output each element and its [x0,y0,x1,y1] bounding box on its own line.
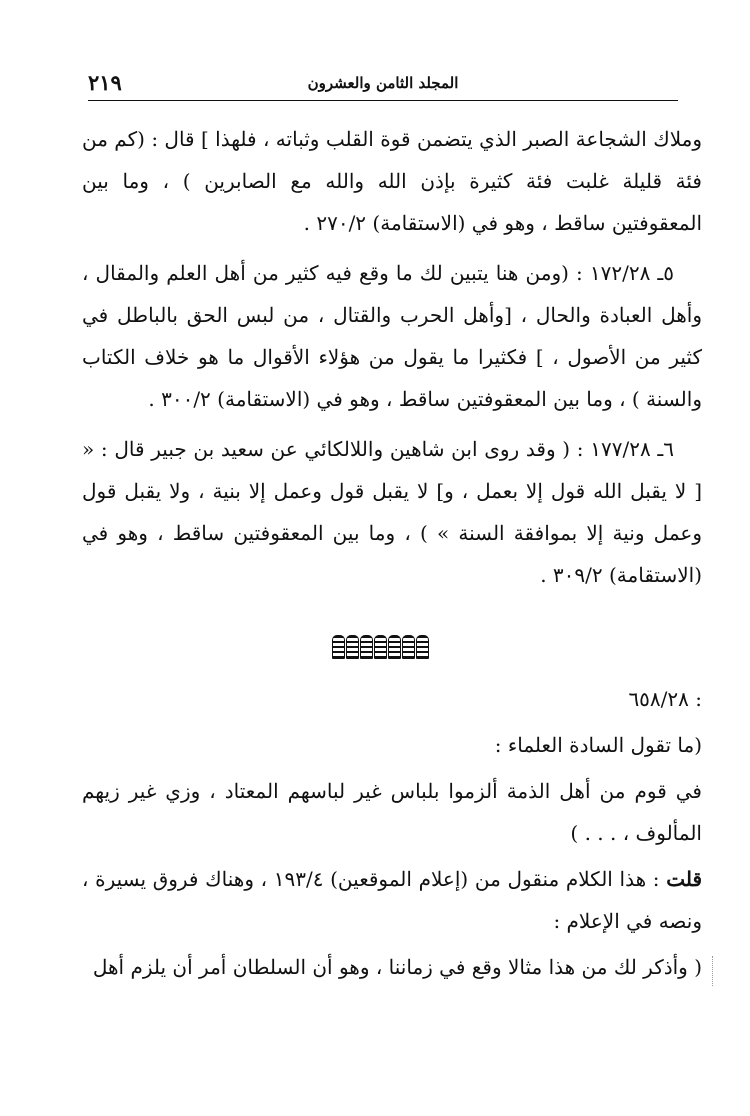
ornament-piece [332,635,345,659]
note-paragraph [82,858,702,942]
ornament-piece [360,635,373,659]
question-section [82,678,702,992]
ornament-piece [374,635,387,659]
paragraph-2: ٥ـ ١٧٢/٢٨ : (ومن هنا يتبين لك ما وقع فيه كثير من أهل العلم والمقال ، وأهل العبادة والحال ، [وأهل الحرب والقتال ، من لبس الحق بالباطل في كثير من الأصول ، ] فكثيرا ما يقول من هؤلاء الأقوال ما هو خلاف الكتاب والسنة ) ، وما بين المعقوفتين ساقط ، وهو في (الاستقامة) ٣٠٠/٢ . [82,261,702,411]
section-reference: : ٦٥٨/٢٨ [628,687,702,711]
corrections-text [82,118,702,604]
volume-title: المجلد الثامن والعشرون [307,74,459,92]
note-label: قلت [666,867,703,891]
ornament-piece [388,635,401,659]
question-text: في قوم من أهل الذمة ألزموا بلباس غير لباسهم المعتاد ، وزي غير زيهم المألوف ، . . . ) [82,779,702,845]
running-header [88,70,678,101]
ornament-piece [402,635,415,659]
page-number: ٢١٩ [88,70,122,95]
margin-dot-mark [712,956,715,986]
ornament-piece [416,635,429,659]
quote-text: ( وأذكر لك من هذا مثالا وقع في زماننا ، وهو أن السلطان أمر أن يلزم أهل [92,955,702,979]
paragraph-1: وملاك الشجاعة الصبر الذي يتضمن قوة القلب وثباته ، فلهذا ] قال : (كم من فئة قليلة غلبت فئة كثيرة بإذن الله والله مع الصابرين ) ، وما بين المعقوفتين ساقط ، وهو في (الاستقامة) ٢٧٠/٢ . [82,127,702,235]
question-intro: (ما تقول السادة العلماء : [494,733,702,757]
note-text: : هذا الكلام منقول من (إعلام الموقعين) ١٩٣/٤ ، وهناك فروق يسيرة ، ونصه في الإعلام : [82,867,702,933]
section-divider-ornament [330,632,430,662]
ornament-piece [346,635,359,659]
paragraph-3: ٦ـ ١٧٧/٢٨ : ( وقد روى ابن شاهين واللالكائي عن سعيد بن جبير قال : « [ لا يقبل الله قول إلا بعمل ، و] لا يقبل قول وعمل إلا بنية ، ولا يقبل قول وعمل ونية إلا بموافقة السنة » ) ، وما بين المعقوفتين ساقط ، وهو في (الاستقامة) ٣٠٩/٢ . [82,437,702,587]
